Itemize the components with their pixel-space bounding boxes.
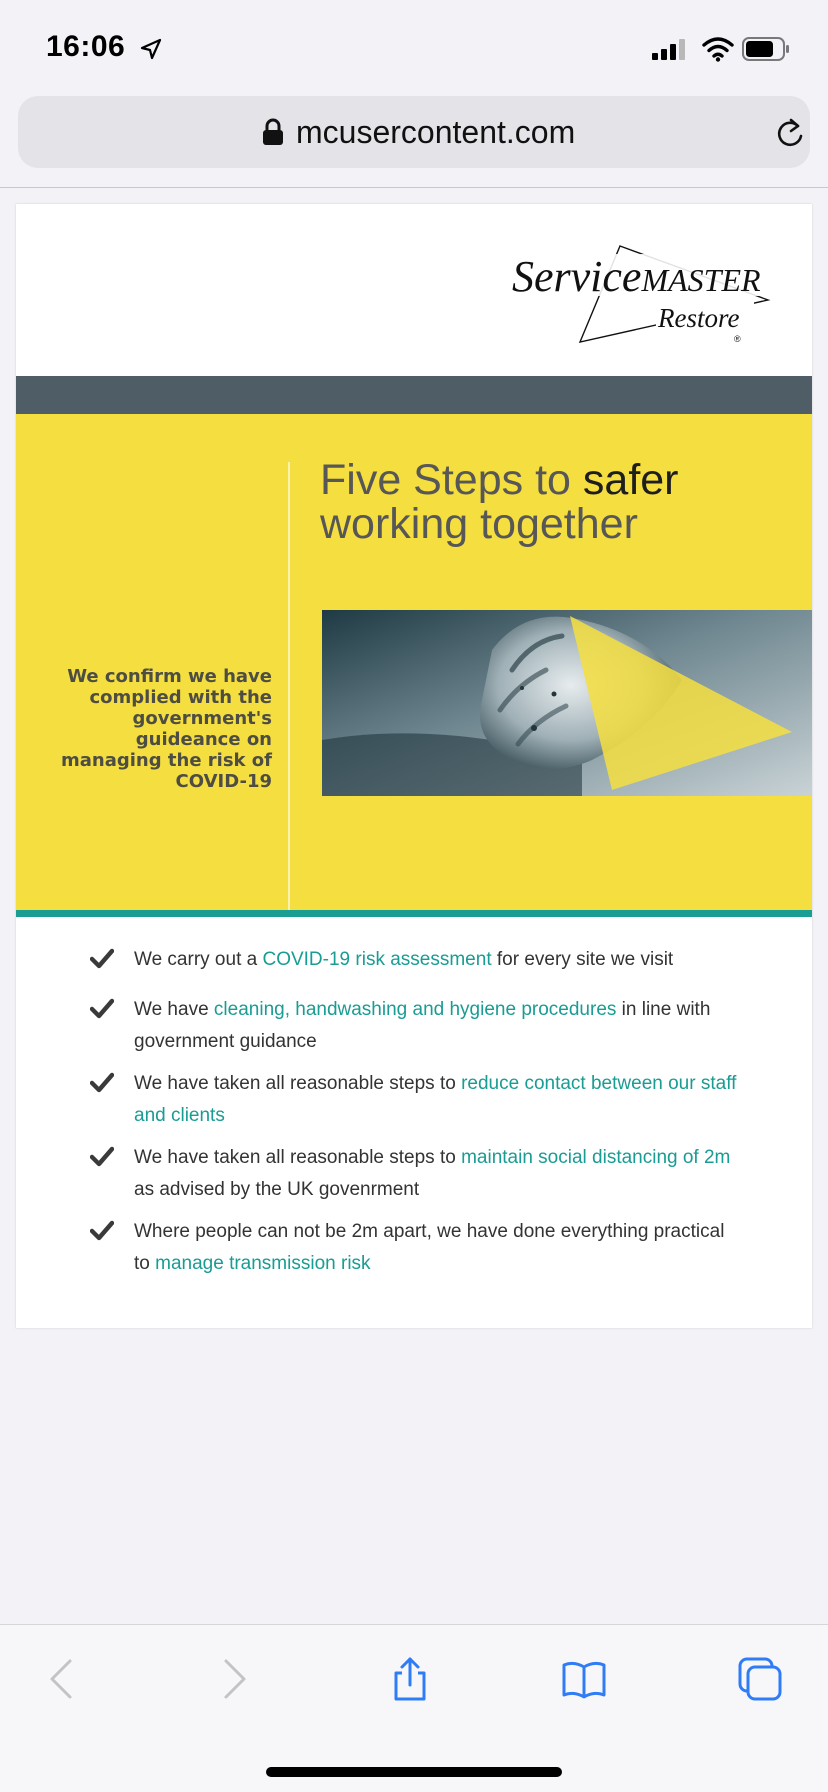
cellular-signal-icon — [652, 38, 692, 60]
status-bar — [0, 0, 828, 90]
item-link[interactable]: reduce contact between our staff and clients — [134, 1073, 737, 1126]
checkmark-icon — [90, 1146, 114, 1168]
checkmark-icon — [90, 1220, 114, 1242]
forward-icon[interactable] — [210, 1655, 258, 1703]
item-text: for every site we visit — [491, 949, 674, 970]
logo-brand-prefix: Service — [512, 252, 642, 301]
browser-toolbar — [0, 1624, 828, 1792]
lock-icon — [262, 118, 284, 146]
location-arrow-icon — [140, 38, 162, 60]
logo-brand-suffix: MASTER — [641, 262, 761, 298]
checklist-item — [16, 1142, 812, 1206]
item-text: in line with government guidance — [134, 999, 711, 1052]
teal-divider — [16, 910, 812, 917]
checkmark-icon — [90, 1072, 114, 1094]
item-link[interactable]: cleaning, handwashing and hygiene procedures — [213, 999, 617, 1020]
checkmark-icon — [90, 948, 114, 970]
vertical-divider — [288, 462, 290, 914]
address-bar[interactable] — [18, 96, 810, 168]
item-text: We carry out a — [134, 949, 263, 970]
browser-divider — [0, 187, 828, 188]
checklist-item — [16, 944, 812, 976]
compliance-statement: We confirm we have complied with the government's guideance on managing the risk of COVID-19 — [61, 666, 272, 792]
tabs-icon[interactable] — [736, 1655, 784, 1703]
item-link[interactable]: manage transmission risk — [155, 1253, 371, 1274]
item-link[interactable]: COVID-19 risk assessment — [262, 949, 492, 970]
headline-part1: Five Steps to — [320, 456, 583, 504]
back-icon[interactable] — [38, 1655, 86, 1703]
checklist-item — [16, 1068, 812, 1132]
gloved-hand-photo — [322, 610, 812, 796]
status-time: 16:06 — [46, 30, 126, 63]
share-icon[interactable] — [386, 1655, 434, 1703]
reload-icon[interactable] — [774, 116, 806, 150]
checklist-item — [16, 1216, 812, 1280]
headline-accent: safer — [582, 456, 679, 504]
servicemaster-restore-logo — [506, 238, 796, 348]
headline-part2: working together — [320, 500, 638, 548]
email-content — [16, 204, 812, 1328]
url-text: mcusercontent.com — [296, 114, 576, 150]
checklist-item — [16, 994, 812, 1058]
item-text: as advised by the UK govenrment — [134, 1179, 420, 1200]
item-text: We have — [134, 999, 214, 1020]
header-band — [16, 376, 812, 414]
hero-headline — [320, 458, 790, 546]
battery-icon — [742, 36, 790, 62]
item-text: We have taken all reasonable steps to — [134, 1073, 462, 1094]
wifi-icon — [702, 36, 734, 62]
item-text: Where people can not be 2m apart, we have done everything practical to — [134, 1221, 725, 1274]
logo-registered-mark: ® — [734, 334, 741, 344]
bookmarks-icon[interactable] — [560, 1655, 608, 1703]
safety-checklist — [16, 944, 812, 1290]
home-indicator[interactable] — [266, 1767, 562, 1777]
logo-restore: Restore — [658, 303, 740, 333]
item-text: We have taken all reasonable steps to — [134, 1147, 462, 1168]
checkmark-icon — [90, 998, 114, 1020]
hero-panel — [16, 414, 812, 914]
item-link[interactable]: maintain social distancing of 2m — [461, 1147, 731, 1168]
